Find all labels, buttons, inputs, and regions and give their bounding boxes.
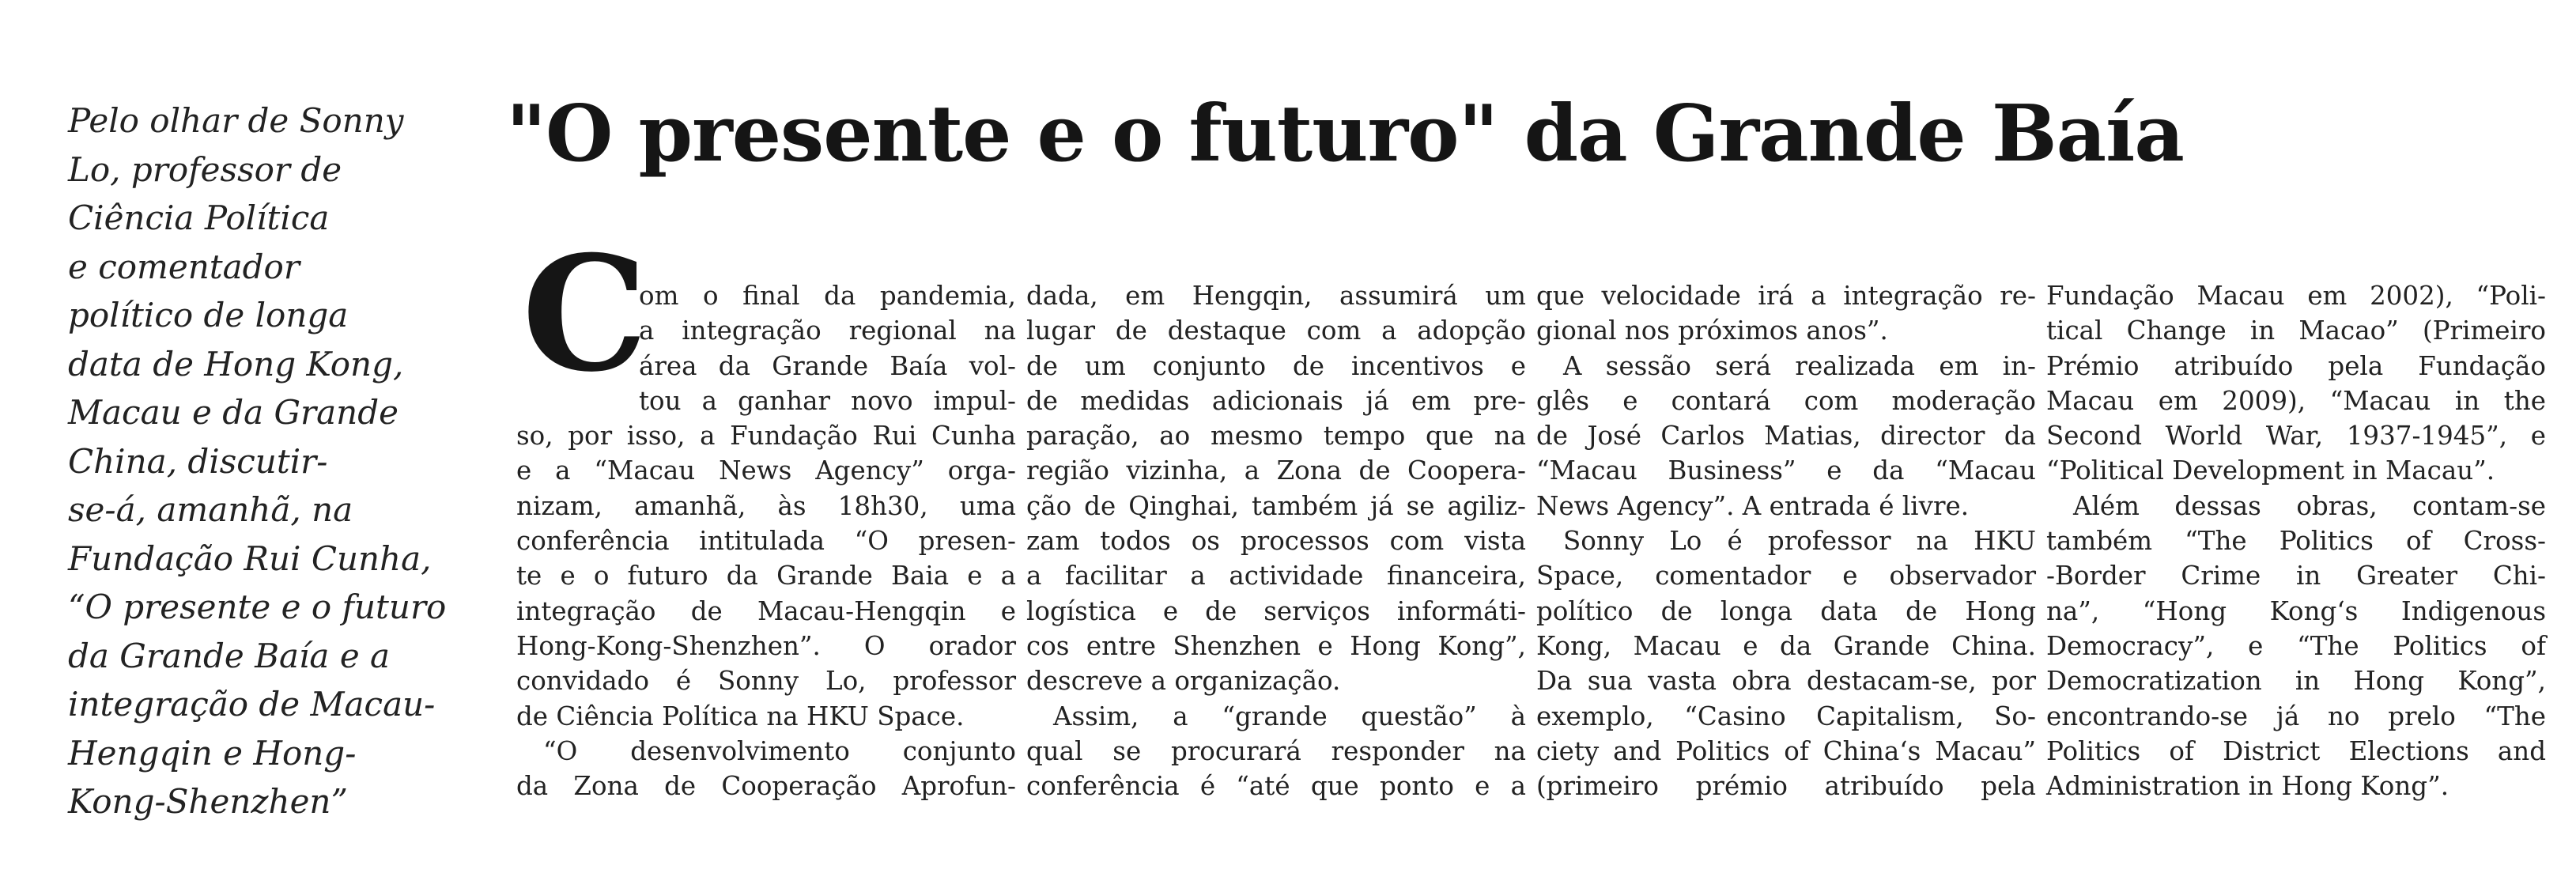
sidebar-line: Fundação Rui Cunha, [68,538,432,578]
column-line: Fundação Macau em 2002), “Poli- [2046,281,2546,311]
column-line: conferência é “até que ponto e a [1026,771,1526,802]
column-line: que velocidade irá a integração re- [1536,281,2036,311]
column-line: de medidas adicionais já em pre- [1026,385,1526,416]
column-line: Hong-Kong-Shenzhen”. O orador [516,630,1016,661]
sidebar-lead [68,96,479,826]
column-line: zam todos os processos com vista [1026,526,1526,557]
column-line: nizam, amanhã, às 18h30, uma [516,490,1016,521]
column-line: -Border Crime in Greater Chi- [2046,561,2546,591]
sidebar-line: data de Hong Kong, [68,344,404,384]
column-line: na”, “Hong Kong‘s Indigenous [2046,595,2546,626]
column-line: Democratization in Hong Kong”, [2046,666,2546,697]
sidebar-line: Hengqin e Hong- [68,733,357,773]
column-line: so, por isso, a Fundação Rui Cunha [516,421,1016,452]
article-column-2 [1026,278,1526,803]
sidebar-line: da Grande Baía e a [68,636,391,675]
column-line: cos entre Shenzhen e Hong Kong”, [1026,630,1526,661]
column-line: A sessão será realizada em in- [1563,350,2036,381]
column-line: região vizinha, a Zona de Coopera- [1026,455,1526,486]
column-line: Administration in Hong Kong”. [2046,771,2449,802]
drop-cap: C [522,221,648,407]
column-line: (primeiro prémio atribuído pela [1536,771,2036,802]
column-line: Democracy”, e “The Politics of [2046,630,2546,661]
column-line: de um conjunto de incentivos e [1026,350,1526,381]
column-line: conferência intitulada “O presen- [516,526,1016,557]
column-line: lugar de destaque com a adopção [1026,316,1526,346]
column-line: de José Carlos Matias, director da [1536,421,2036,452]
column-line: ciety and Politics of China‘s Macau” [1536,735,2036,766]
column-line: político de longa data de Hong [1536,595,2036,626]
column-line: Assim, a “grande questão” à [1053,701,1526,731]
column-line: Space, comentador e observador [1536,561,2036,591]
column-line: a facilitar a actividade financeira, [1026,561,1526,591]
column-line: om o final da pandemia, [639,281,1016,311]
column-line: integração de Macau-Hengqin e [516,595,1016,626]
sidebar-line: Lo, professor de [68,149,342,189]
sidebar-line: “O presente e o futuro [68,588,447,626]
column-line: dada, em Hengqin, assumirá um [1026,281,1526,311]
column-line: Prémio atribuído pela Fundação [2046,350,2546,381]
column-line: e a “Macau News Agency” orga- [516,455,1016,486]
column-line: News Agency”. A entrada é livre. [1536,490,1970,521]
column-line: tical Change in Macao” (Primeiro [2046,316,2546,346]
column-line: área da Grande Baía vol- [639,350,1016,381]
column-line: “O desenvolvimento conjunto [543,735,1016,766]
column-line: “Macau Business” e da “Macau [1536,455,2036,486]
article-column-4 [2046,278,2546,803]
column-line: exemplo, “Casino Capitalism, So- [1536,701,2036,731]
column-line: “Political Development in Macau”. [2046,455,2495,486]
column-line: descreve a organização. [1026,666,1341,697]
column-line: ção de Qinghai, também já se agiliz- [1026,490,1526,521]
sidebar-line: Macau e da Grande [68,393,398,432]
column-line: Da sua vasta obra destacam-se, por [1536,666,2036,697]
column-line: Macau em 2009), “Macau in the [2046,385,2546,416]
headline: "O presente e o futuro" da Grande Baía [506,89,2184,179]
article-column-1 [516,278,1016,803]
column-line: Sonny Lo é professor na HKU [1563,526,2036,557]
column-line: encontrando-se já no prelo “The [2046,701,2546,731]
column-line: Politics of District Elections and [2046,735,2546,766]
article-column-3 [1536,278,2036,803]
column-line: também “The Politics of Cross- [2046,526,2546,557]
column-line: gional nos próximos anos”. [1536,316,1888,346]
column-line: tou a ganhar novo impul- [639,385,1016,416]
column-line: da Zona de Cooperação Aprofun- [516,771,1016,802]
column-line: paração, ao mesmo tempo que na [1026,421,1526,452]
sidebar-line: Pelo olhar de Sonny [68,101,404,140]
column-line: Kong, Macau e da Grande China. [1536,630,2036,661]
sidebar-line: se-á, amanhã, na [68,490,353,529]
column-line: Second World War, 1937-1945”, e [2046,421,2546,452]
sidebar-line: Kong-Shenzhen” [68,782,348,821]
sidebar-line: Ciência Política [68,198,330,237]
sidebar-line: China, discutir- [68,441,328,481]
column-line: qual se procurará responder na [1026,735,1526,766]
column-line: Além dessas obras, contam-se [2073,490,2546,521]
column-line: logística e de serviços informáti- [1026,595,1526,626]
column-line: a integração regional na [639,316,1016,346]
sidebar-line: político de longa [68,296,349,334]
column-line: convidado é Sonny Lo, professor [516,666,1016,697]
sidebar-line: integração de Macau- [68,685,436,724]
column-line: de Ciência Política na HKU Space. [516,701,965,731]
column-line: glês e contará com moderação [1536,385,2036,416]
column-line: te e o futuro da Grande Baia e a [516,561,1016,591]
sidebar-line: e comentador [68,247,300,286]
